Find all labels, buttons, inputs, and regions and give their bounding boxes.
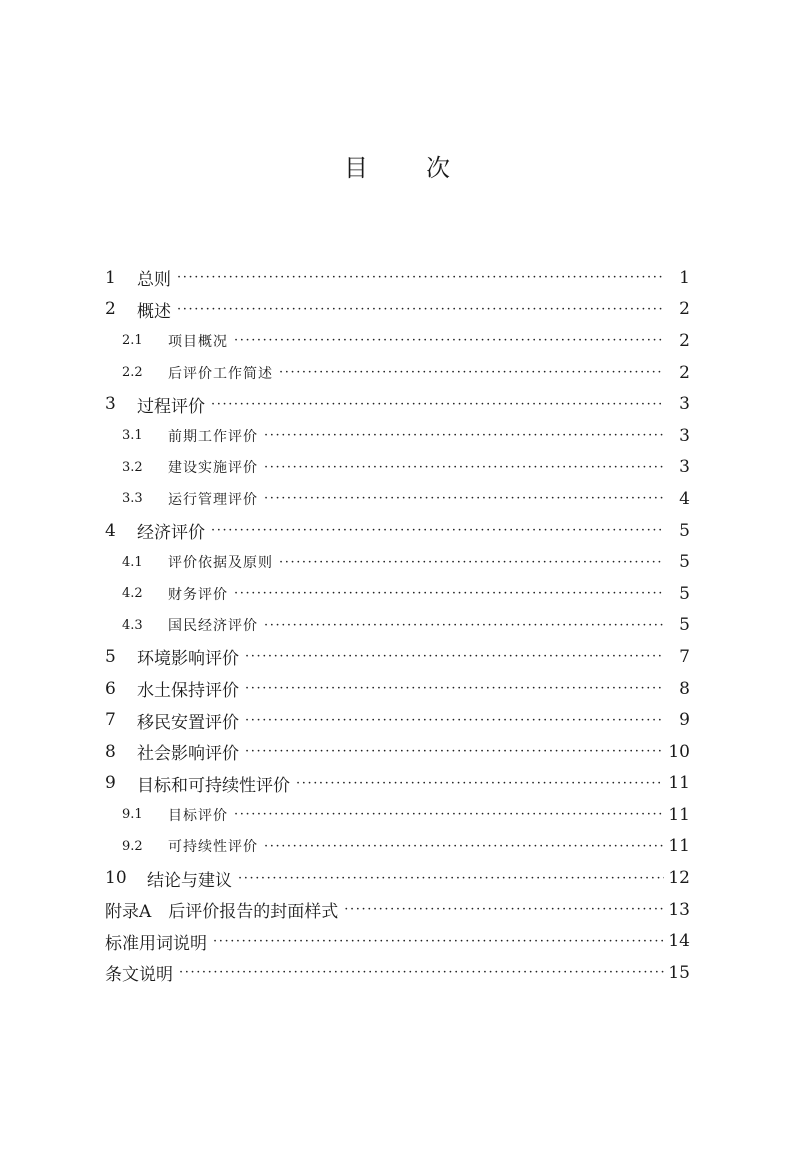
- toc-entry-number: 2: [105, 299, 116, 320]
- toc-entry-number: 9: [105, 773, 116, 794]
- toc-subentry[interactable]: [105, 452, 690, 484]
- toc-entry-number: 6: [105, 678, 116, 699]
- toc-entry-label: 建设实施评价: [168, 460, 258, 477]
- table-of-contents: [105, 262, 690, 989]
- toc-entry-page-number: 11: [668, 773, 690, 794]
- toc-entry-label: 项目概况: [168, 333, 228, 350]
- toc-entry-number: 8: [105, 741, 116, 762]
- toc-dot-leader: [245, 713, 664, 728]
- toc-subentry[interactable]: [105, 357, 690, 389]
- toc-entry-page-number: 5: [679, 583, 690, 604]
- toc-entry-number: 3.3: [122, 491, 143, 507]
- toc-entry-label: 水土保持评价: [137, 681, 239, 702]
- toc-entry[interactable]: [105, 262, 690, 294]
- toc-dot-leader: [211, 523, 664, 538]
- toc-entry-label: 过程评价: [137, 396, 205, 417]
- toc-dot-leader: [279, 555, 664, 570]
- toc-entry-number: 2.2: [122, 365, 143, 381]
- toc-entry-label: 财务评价: [168, 586, 228, 603]
- toc-entry-label: 移民安置评价: [137, 712, 239, 733]
- toc-entry-label: 环境影响评价: [137, 649, 239, 670]
- toc-entry-label: 运行管理评价: [168, 491, 258, 508]
- toc-entry-page-number: 8: [679, 678, 690, 699]
- toc-entry[interactable]: [105, 736, 690, 768]
- toc-entry[interactable]: [105, 641, 690, 673]
- toc-subentry[interactable]: [105, 610, 690, 642]
- toc-entry-number: 3: [105, 394, 116, 415]
- toc-dot-leader: [264, 460, 664, 475]
- toc-subentry[interactable]: [105, 831, 690, 863]
- toc-subentry[interactable]: [105, 483, 690, 515]
- page-title: [0, 148, 794, 188]
- toc-entry-page-number: 11: [668, 804, 690, 825]
- toc-entry-page-number: 7: [679, 646, 690, 667]
- toc-entry-label: 目标评价: [168, 807, 228, 824]
- toc-dot-leader: [234, 807, 664, 822]
- toc-entry-label: 后评价工作简述: [168, 365, 273, 382]
- toc-dot-leader: [264, 839, 664, 854]
- toc-entry-page-number: 2: [679, 330, 690, 351]
- toc-entry-number: 3.1: [122, 428, 143, 444]
- toc-entry-page-number: 5: [679, 552, 690, 573]
- toc-entry-number: 5: [105, 646, 116, 667]
- toc-dot-leader: [264, 618, 664, 633]
- page-title-part2: 次: [426, 154, 450, 182]
- toc-entry[interactable]: [105, 515, 690, 547]
- toc-dot-leader: [234, 586, 664, 601]
- toc-entry-page-number: 13: [668, 899, 690, 920]
- toc-entry-label: 标准用词说明: [105, 933, 207, 954]
- toc-dot-leader: [296, 776, 664, 791]
- toc-entry-number: 4.2: [122, 586, 143, 602]
- toc-entry-page-number: 2: [679, 362, 690, 383]
- toc-entry-label: 附录A 后评价报告的封面样式: [105, 902, 339, 923]
- toc-entry-page-number: 9: [679, 710, 690, 731]
- toc-dot-leader: [211, 397, 664, 412]
- toc-entry-page-number: 3: [679, 394, 690, 415]
- toc-dot-leader: [279, 365, 664, 380]
- page-title-part1: 目: [344, 154, 368, 182]
- toc-entry-label: 结论与建议: [147, 870, 232, 891]
- toc-entry-label: 总则: [137, 270, 171, 291]
- toc-entry-label: 条文说明: [105, 965, 173, 986]
- toc-entry[interactable]: [105, 925, 690, 957]
- toc-entry-page-number: 3: [679, 425, 690, 446]
- toc-entry[interactable]: [105, 704, 690, 736]
- toc-entry-label: 目标和可持续性评价: [137, 775, 290, 796]
- toc-entry-label: 可持续性评价: [168, 839, 258, 856]
- toc-dot-leader: [264, 491, 664, 506]
- toc-subentry[interactable]: [105, 546, 690, 578]
- toc-dot-leader: [213, 934, 664, 949]
- toc-entry-label: 社会影响评价: [137, 744, 239, 765]
- toc-entry-page-number: 2: [679, 299, 690, 320]
- toc-entry-label: 前期工作评价: [168, 428, 258, 445]
- toc-dot-leader: [264, 428, 664, 443]
- toc-entry-page-number: 1: [679, 267, 690, 288]
- toc-entry-number: 3.2: [122, 459, 143, 475]
- toc-entry-number: 1: [105, 267, 116, 288]
- toc-entry[interactable]: [105, 894, 690, 926]
- toc-entry-number: 7: [105, 710, 116, 731]
- toc-entry-page-number: 15: [668, 962, 690, 983]
- toc-subentry[interactable]: [105, 578, 690, 610]
- toc-dot-leader: [234, 333, 664, 348]
- toc-subentry[interactable]: [105, 799, 690, 831]
- toc-entry-number: 2.1: [122, 333, 143, 349]
- toc-entry-page-number: 12: [668, 868, 690, 889]
- toc-entry-label: 国民经济评价: [168, 618, 258, 635]
- toc-entry[interactable]: [105, 673, 690, 705]
- toc-dot-leader: [344, 902, 664, 917]
- toc-entry[interactable]: [105, 294, 690, 326]
- toc-entry-number: 9.2: [122, 838, 143, 854]
- toc-entry[interactable]: [105, 862, 690, 894]
- toc-entry[interactable]: [105, 957, 690, 989]
- toc-entry-page-number: 14: [668, 931, 690, 952]
- toc-dot-leader: [245, 744, 664, 759]
- toc-entry-page-number: 5: [679, 520, 690, 541]
- toc-entry-number: 9.1: [122, 807, 143, 823]
- toc-dot-leader: [177, 302, 664, 317]
- toc-entry-number: 10: [105, 868, 127, 889]
- toc-entry-page-number: 10: [668, 741, 690, 762]
- toc-entry-label: 经济评价: [137, 523, 205, 544]
- toc-dot-leader: [177, 270, 664, 285]
- toc-dot-leader: [245, 681, 664, 696]
- toc-entry-page-number: 5: [679, 615, 690, 636]
- toc-entry-page-number: 4: [679, 488, 690, 509]
- toc-subentry[interactable]: [105, 420, 690, 452]
- toc-entry-number: 4.1: [122, 554, 143, 570]
- toc-subentry[interactable]: [105, 325, 690, 357]
- toc-entry-label: 评价依据及原则: [168, 555, 273, 572]
- toc-dot-leader: [238, 871, 664, 886]
- toc-entry[interactable]: [105, 388, 690, 420]
- toc-entry-number: 4: [105, 520, 116, 541]
- toc-entry-page-number: 11: [668, 836, 690, 857]
- toc-dot-leader: [245, 649, 664, 664]
- toc-entry-number: 4.3: [122, 617, 143, 633]
- toc-entry-label: 概述: [137, 301, 171, 322]
- toc-dot-leader: [179, 965, 664, 980]
- toc-entry-page-number: 3: [679, 457, 690, 478]
- toc-entry[interactable]: [105, 768, 690, 800]
